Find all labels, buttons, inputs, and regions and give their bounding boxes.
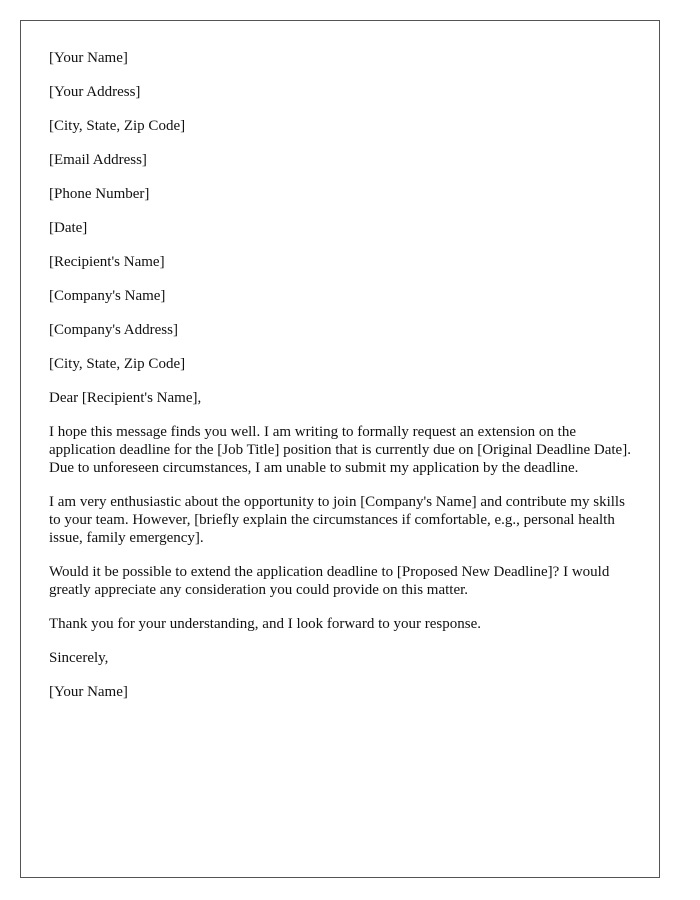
sender-address: [Your Address] xyxy=(49,84,141,100)
body-paragraph-1: I hope this message finds you well. I am writing to formally request an extension on the application deadline for the [Job Title] position that is currently due on [Original Deadline Date]. Due to unforeseen circumstances, I am unable to submit my application by the deadline. xyxy=(49,424,631,476)
recipient-name: [Recipient's Name] xyxy=(49,254,165,270)
letter-content xyxy=(49,49,639,717)
recipient-company-address: [Company's Address] xyxy=(49,322,178,338)
body-paragraph-3: Would it be possible to extend the application deadline to [Proposed New Deadline]? I would greatly appreciate any consideration you could provide on this matter. xyxy=(49,564,610,598)
letter-page xyxy=(20,20,660,878)
sender-city-state-zip: [City, State, Zip Code] xyxy=(49,118,186,134)
body-paragraph-4: Thank you for your understanding, and I look forward to your response. xyxy=(49,616,481,632)
recipient-company: [Company's Name] xyxy=(49,288,166,304)
body-paragraph-2: I am very enthusiastic about the opportunity to join [Company's Name] and contribute my skills to your team. However, [briefly explain the circumstances if comfortable, e.g., personal health issue, family emergency]. xyxy=(49,494,625,546)
sender-phone: [Phone Number] xyxy=(49,186,150,202)
closing: Sincerely, xyxy=(49,650,109,666)
sender-email: [Email Address] xyxy=(49,152,147,168)
recipient-city-state-zip: [City, State, Zip Code] xyxy=(49,356,186,372)
salutation: Dear [Recipient's Name], xyxy=(49,390,202,406)
letter-date: [Date] xyxy=(49,220,88,236)
signature: [Your Name] xyxy=(49,684,128,700)
sender-name: [Your Name] xyxy=(49,50,128,66)
